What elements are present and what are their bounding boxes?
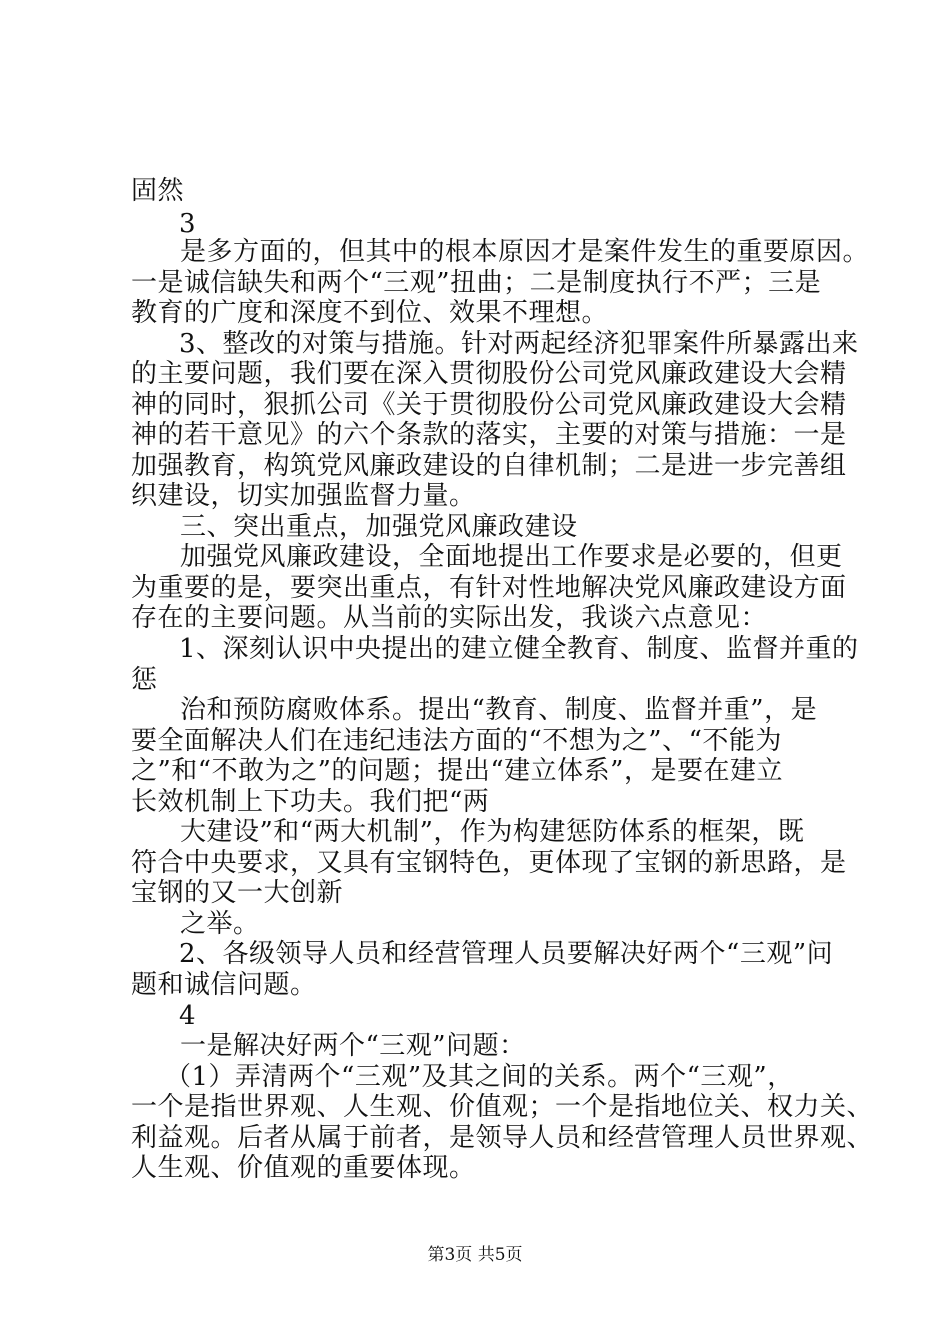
text-line: 长效机制上下功夫。我们把“两 <box>131 787 490 817</box>
text-line: 加强党风廉政建设，全面地提出工作要求是必要的，但更 <box>180 542 843 572</box>
text-line: 是多方面的，但其中的根本原因才是案件发生的重要原因。 <box>180 237 870 267</box>
text-line: 惩 <box>131 665 158 695</box>
text-line: 2、各级领导人员和经营管理人员要解决好两个“三观”问 <box>179 939 834 969</box>
text-line: 宝钢的又一大创新 <box>131 878 344 908</box>
text-line: 教育的广度和深度不到位、效果不理想。 <box>131 298 609 328</box>
text-line: （1）弄清两个“三观”及其之间的关系。两个“三观”， <box>165 1062 794 1092</box>
text-line: 织建设，切实加强监督力量。 <box>131 481 476 511</box>
text-line: 一是解决好两个“三观”问题： <box>180 1031 526 1061</box>
text-line: 题和诚信问题。 <box>131 970 317 1000</box>
text-line: 3、整改的对策与措施。针对两起经济犯罪案件所暴露出来 <box>179 329 859 359</box>
page-number-marker: 3 <box>179 209 197 239</box>
page-footer: 第3页 共5页 <box>427 1245 523 1265</box>
text-line: 固然 <box>131 176 185 206</box>
text-line: 治和预防腐败体系。提出“教育、制度、监督并重”，是 <box>180 695 818 725</box>
text-line: 存在的主要问题。从当前的实际出发，我谈六点意见： <box>131 603 768 633</box>
text-line: 人生观、价值观的重要体现。 <box>131 1153 476 1183</box>
text-line: 之”和“不敢为之”的问题；提出“建立体系”，是要在建立 <box>131 756 783 786</box>
text-line: 加强教育，构筑党风廉政建设的自律机制；二是进一步完善组 <box>131 451 847 481</box>
text-line: 1、深刻认识中央提出的建立健全教育、制度、监督并重的 <box>179 634 859 664</box>
text-line: 要全面解决人们在违纪违法方面的“不想为之”、“不能为 <box>131 726 782 756</box>
text-line: 大建设”和“两大机制”，作为构建惩防体系的框架，既 <box>180 817 805 847</box>
text-line: 利益观。后者从属于前者，是领导人员和经营管理人员世界观、 <box>131 1123 874 1153</box>
text-line: 一是诚信缺失和两个“三观”扭曲；二是制度执行不严；三是 <box>131 268 822 298</box>
section-heading: 三、突出重点，加强党风廉政建设 <box>180 512 578 542</box>
text-line: 的主要问题，我们要在深入贯彻股份公司党风廉政建设大会精 <box>131 359 847 389</box>
text-line: 为重要的是，要突出重点，有针对性地解决党风廉政建设方面 <box>131 573 847 603</box>
text-line: 符合中央要求，又具有宝钢特色，更体现了宝钢的新思路，是 <box>131 848 847 878</box>
text-line: 神的若干意见》的六个条款的落实，主要的对策与措施：一是 <box>131 420 847 450</box>
text-line: 一个是指世界观、人生观、价值观；一个是指地位关、权力关、 <box>131 1092 874 1122</box>
text-line: 神的同时，狠抓公司《关于贯彻股份公司党风廉政建设大会精 <box>131 390 847 420</box>
page-number-marker: 4 <box>179 1001 197 1031</box>
text-line: 之举。 <box>180 909 260 939</box>
